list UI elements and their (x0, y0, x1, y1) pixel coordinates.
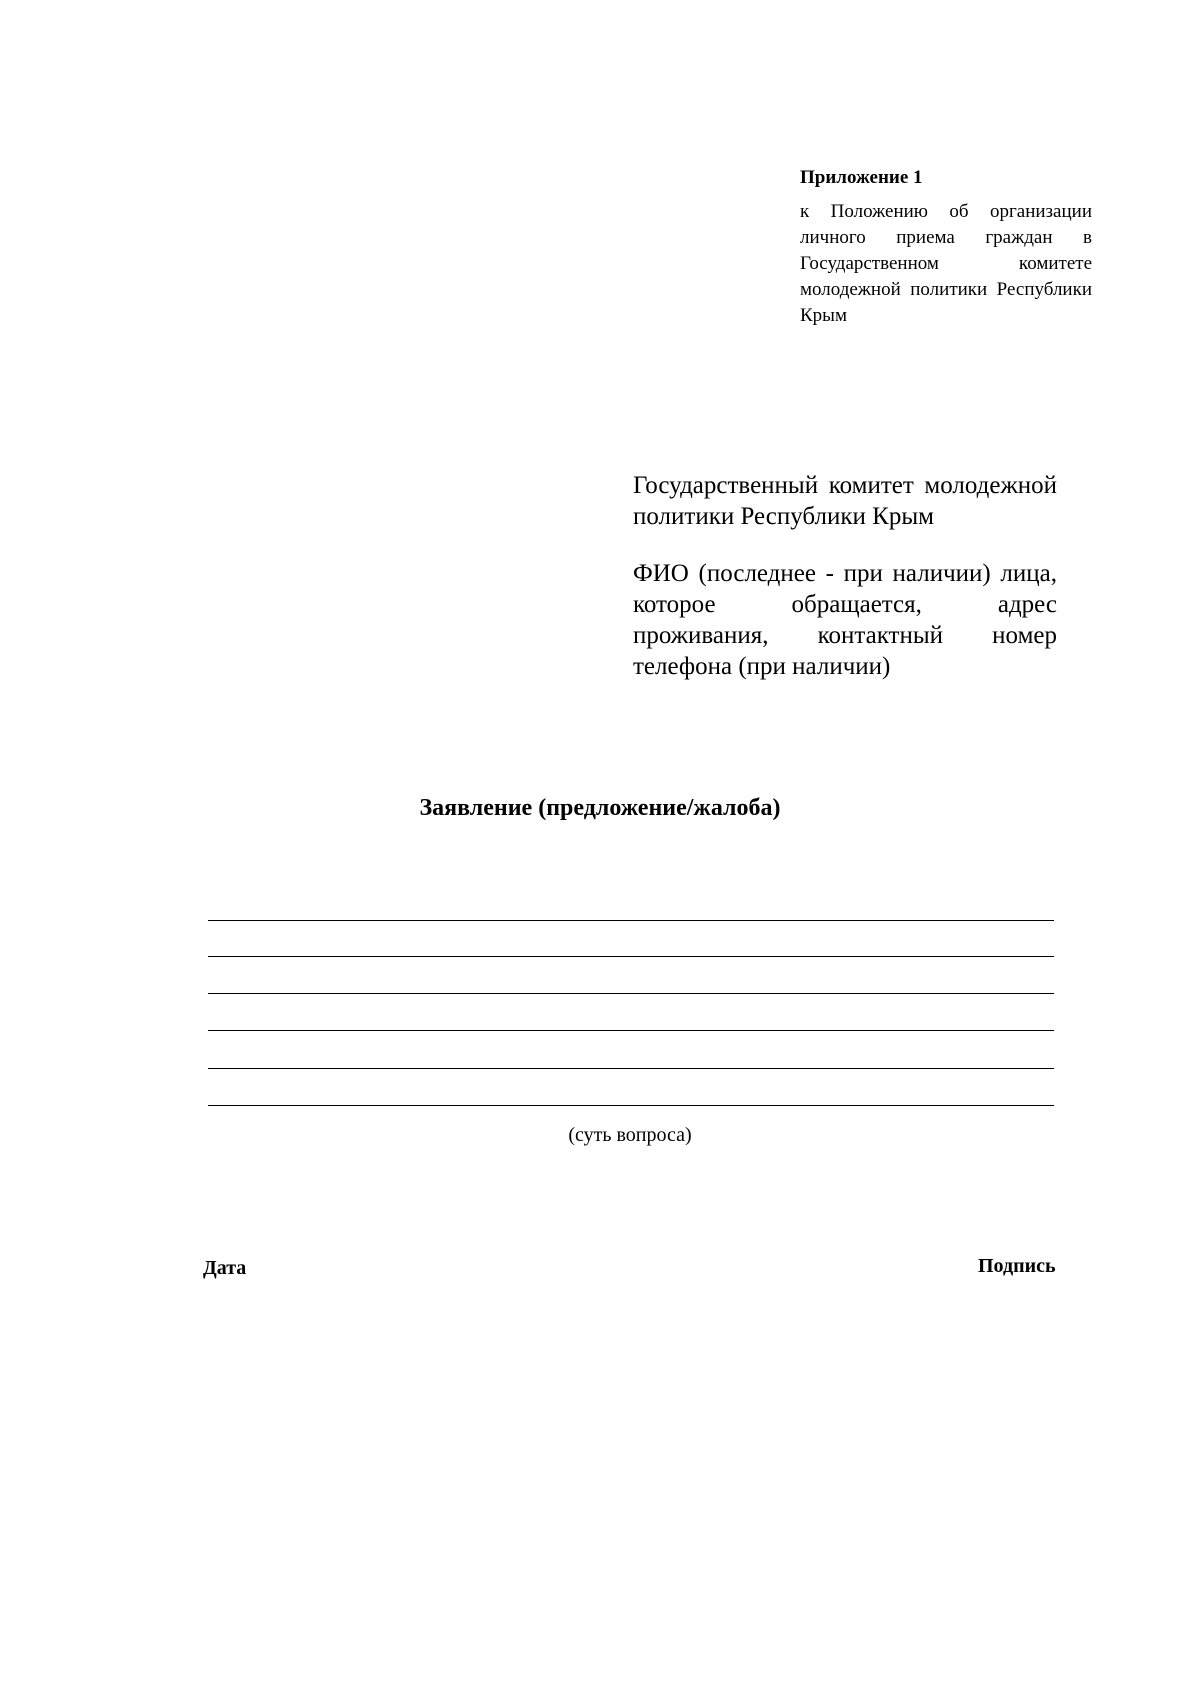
addressee-org: Государственный комитет молодежной политики Республики Крым (633, 472, 1057, 530)
appendix-title: Приложение 1 (800, 167, 923, 188)
lines-caption: (суть вопроса) (568, 1124, 692, 1146)
document-title: Заявление (предложение/жалоба) (419, 795, 781, 821)
addressee-block (633, 470, 1057, 708)
blank-line (208, 956, 1054, 957)
blank-line (208, 920, 1054, 921)
blank-line (208, 1030, 1054, 1031)
signature-label: Подпись (978, 1255, 1056, 1277)
date-label: Дата (203, 1257, 247, 1279)
appendix-text: к Положению об организации личного приема граждан в Государственном комитете молодежной политики Республики Крым (800, 201, 1092, 326)
appendix-block (800, 165, 1092, 329)
applicant-info: ФИО (последнее - при наличии) лица, которое обращается, адрес проживания, контактный номер телефона (при наличии) (633, 560, 1057, 680)
blank-line (208, 1105, 1054, 1106)
blank-line (208, 993, 1054, 994)
blank-line (208, 1068, 1054, 1069)
